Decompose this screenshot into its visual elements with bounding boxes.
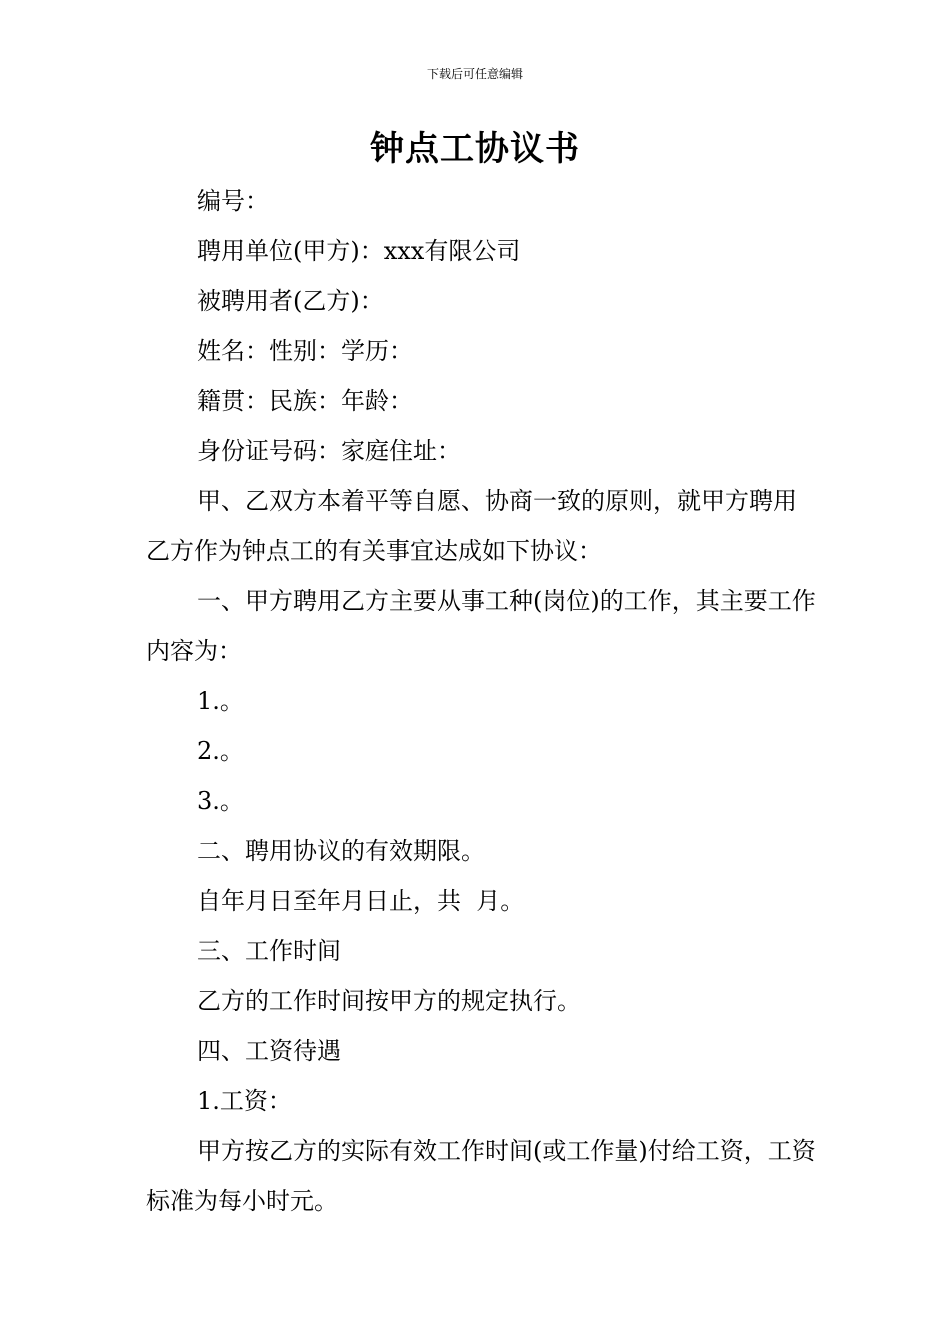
list-item: 3.。 — [197, 787, 244, 815]
paragraph-term-dates: 自年月日至年月日止，共 月。 — [197, 887, 525, 915]
section-heading-working-hours: 三、工作时间 — [197, 937, 341, 965]
list-item: 2.。 — [197, 737, 244, 765]
paragraph-working-hours: 乙方的工作时间按甲方的规定执行。 — [197, 987, 581, 1015]
section-heading-wages: 四、工资待遇 — [197, 1037, 341, 1065]
paragraph-wages-label: 1.工资： — [197, 1087, 292, 1115]
paragraph-section-1: 一、甲方聘用乙方主要从事工种(岗位)的工作，其主要工作内容为： — [146, 587, 816, 665]
paragraph-employer: 聘用单位(甲方)：xxx有限公司 — [197, 237, 521, 265]
paragraph-wages-standard: 甲方按乙方的实际有效工作时间(或工作量)付给工资，工资标准为每小时元。 — [146, 1137, 816, 1215]
paragraph-preamble: 甲、乙双方本着平等自愿、协商一致的原则，就甲方聘用乙方作为钟点工的有关事宜达成如下协议： — [146, 487, 797, 565]
paragraph-id-address: 身份证号码：家庭住址： — [197, 437, 461, 465]
paragraph-employee: 被聘用者(乙方)： — [197, 287, 384, 315]
paragraph-serial-number: 编号： — [197, 187, 269, 215]
list-item: 1.。 — [197, 687, 244, 715]
header-note: 下载后可任意编辑 — [426, 67, 523, 81]
paragraph-name-gender-education: 姓名：性别：学历： — [197, 337, 413, 365]
paragraph-origin-ethnicity-age: 籍贯：民族：年龄： — [197, 387, 413, 415]
document-title: 钟点工协议书 — [370, 129, 580, 169]
section-heading-term: 二、聘用协议的有效期限。 — [197, 837, 485, 865]
document-body — [146, 176, 818, 1226]
